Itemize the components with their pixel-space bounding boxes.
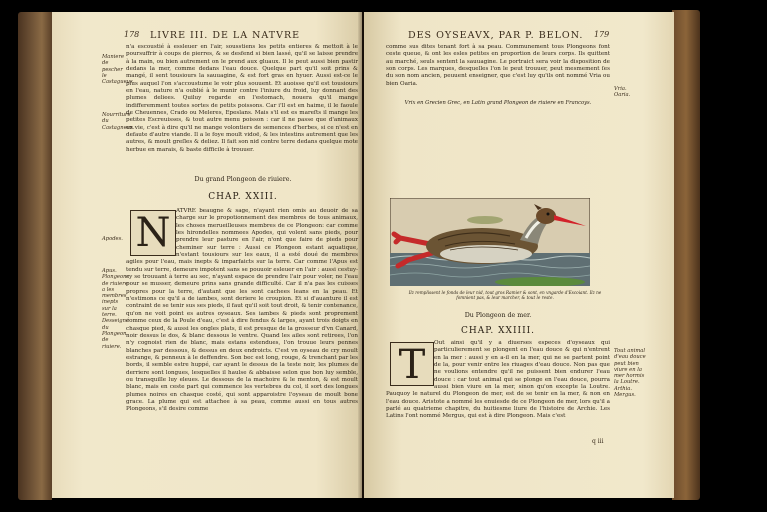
left-chapter-heading: CHAP. XXIII. (208, 192, 278, 202)
right-section-caption: Du Plongeon de mer. (464, 312, 532, 319)
left-margin-note-3: Apodes. (102, 236, 123, 242)
left-body-chapter (126, 208, 358, 430)
right-margin-top: Vria. Oaria. (614, 86, 631, 99)
right-margin-bottom: Tout animal d'eau douce peut bien viure en la mer hormis la Loutre. Arthia. Mergus. (614, 348, 646, 399)
left-section-caption: Du grand Plongeon de riuiere. (194, 176, 292, 183)
left-margin-note-2: Nourriture du Castagneux. (102, 112, 135, 131)
diving-bird-woodcut (390, 198, 590, 286)
right-chapter-text: Out ainsi qu'il y a diuerses especes d'oyseaux qui particulierement se plongent en l'eau douce & qui n'entrent en la mer : aussi y en a-il en la mer, qui ne se partent point de la, pour venir entre les riuages d'eau douce. Non pas que ne voulions entendre qu'il ne puissent bien endurer l'eau douce : car tout animal qui se plonge en l'eau douce, pourra aussi bien viure en la mer, sinon qu'on excepte la Loutre. Pauquoy le naturel du Plongeon de mer, est de se tenir en la mer, & non en l'eau douce. Aristote a nommé les enuiesde de ce Plongeon de mer, lors qu'il a parlé au quatrieme chapitre, du huitiesme liure de l'histoire de Archie. Les Latins l'ont nommé Mergus, qui est à dire Plongeon. Mais c'est (386, 340, 610, 420)
book-edge-left (18, 12, 52, 500)
right-page-number: 179 (594, 30, 610, 39)
right-body-top: comme sus dites tenant fort à sa peau. Communement tous Plongeons font ceste queue, & ont les esles petites en proportion de leurs corps. Ils quittent au marché, seuls sentent la sauuagine. Le portraict sera voir la disposition de son corps. Les marques, desquelles l'on le peut trouuer, peut mesmement ſes du son nom ancien, peuuent enseigner, que c'est luy qu'ils ont nommé Vria ou bien Oaria. (386, 44, 610, 87)
signature-mark: q iii (592, 438, 604, 445)
left-running-head: LIVRE III. DE LA NATVRE (150, 30, 301, 41)
left-margin-note-1: Maniere de pescher le Castagueux. (102, 54, 135, 86)
decorated-initial-t: T (390, 342, 434, 386)
decorated-initial-n: N (130, 210, 176, 256)
right-running-head: DES OYSEAVX, PAR P. BELON. (408, 30, 584, 41)
illustration-caption-top: Vrix en Grecien Grec, en Latin grand Plongeon de riuiere en Francoys. (404, 100, 592, 106)
illustration-caption-bottom: Ilz remplissent le fonds de leur nid, tout gros Ramier & sont, en vngarde d'Escoiant. Ilz ne fomnient pas, & leur marcher, & tout le reste. (408, 290, 602, 300)
left-page-number: 178 (124, 30, 140, 39)
right-chapter-heading: CHAP. XXIIII. (460, 326, 536, 336)
right-body-chapter (386, 340, 610, 436)
left-chapter-text: ATVRE beaugne & sage, n'ayant rien omis au deuoir de sa charge sur le propotionnement des membres de tous animaux, les choses merueilleuses membres de ce Plongeon: car comme les hirondelles nommees Apodes, qui volent sans pieds, pour prendre leur pasture en l'air, n'ont que faire de pieds pour cheminer sur terre : Aussi ce Plongeon estant aquatique, n'estant tousiours sur les eaux, il a esté doué de membres agiles pour l'eau, mais inepts & imparfaicts sur la terre. Car comme l'Apus est tendu sur terre, demeure impotent sans se pouuoir esleuer en l'air : aussi cestuy-cy se trouuant à terre au sec, n'ayant espace de prendre l'air pour voler, ne l'eau pour se musser, demeure prins sans grande difficulté. Car il n'a pas les cuisses propres pour la terre, d'autant que les sont cachees leans en la peau. Et n'estimons ce qu'il a de iambes, sont deriere le croupion. Et si d'auanture il est contraint de se tenir sus ses pieds, il faut qu'il soit tout droit, & tenir contenance, qu'on ne voit point es autres oyseaux. Ses iambes & pieds sont proprement comme ceux de la Poule d'eau, c'est à dire fendus & larges, ayant trois doigts en chasque pied, & aussi les ongles plats, il est presque de la grosseur d'vn Canard, noir dessus le dos, & blanc dessous le ventre. Quand les ailes sont retirees, l'on n'y cognoist rien de blanc, mais estans estendues, l'on trouue leurs pennes blanches par dessous, & dessus en deux endroicts. C'est vn oyseau de cry moult estrange, & penneux à le deffendre. Son bec est long, rouge, & trenchant par les bords, il semble estre huppé, car ayant le dessus de la teste noir, les plumes de derriere sont longues, lesquelles il haulse & abbaisse selon que bon luy semble, ou transquille luy eleues. Le dessous de la machoire & le menton, & est moult blanc, mais en ceste part qui commence les vertebres du col, il sort des longues plumes noires en chasque costé, qui sont apparoistre l'oyseau de moult bone grace. La plume qui est attachee à sa peau, comme aussi en tous autres Plongeons, s'il desire comme (126, 208, 359, 413)
left-margin-note-4: Apus. Plongeons de riuiere a les membres inepts sur la terre. Desseigné du Plongeon de riuiere. (102, 268, 130, 350)
book-edge-right (672, 10, 700, 500)
left-body-top: n'a escoustié à essleuer en l'air, sousstiens les petits entieres & mettoit à le poursuffrir à coups de pierres, & se desfend si bien lassé, qu'il se laisse prendre à la main, ou bien autrement on le prend aux gluaux. Il le peut aussi bien pastir dedans la mer, comme dedans l'eau douce. Quelque part qu'il soit prins & mangé, il sent tousiours la sauuagine, & est fort gras en hyuer. Aussi est-ce le plus auquel l'on s'accoustume le voir plus souuent. Et auoisse qu'il est tousiours en l'eau, nature n'a oublié à le munir contre l'iniure du froid, luy donnant des plumes deliees. Quiluy regarde en l'estomach, nouera qu'il mange indifferemment toutes sortes de petits poissons. Car i'll est en haime, il le faoule de Cheuennes, Crado ou Meleres, Epeslans. Mais s'il est es mareſts il mange les petites Escreuisses, & tout autre menu poisson : car il ne passe que d'animaux en vie, c'est à dire qu'il ne mange volontiers de semences d'herbes, si ce n'est en defaute d'autre viande. Il a le foye moult vidoë, & les intestins autrement que les autres, & moult greſles & deliez. Il fait son nid contre terre dedans quelque mote herbue en marais, & baste difficile à trouuer. (126, 44, 358, 153)
